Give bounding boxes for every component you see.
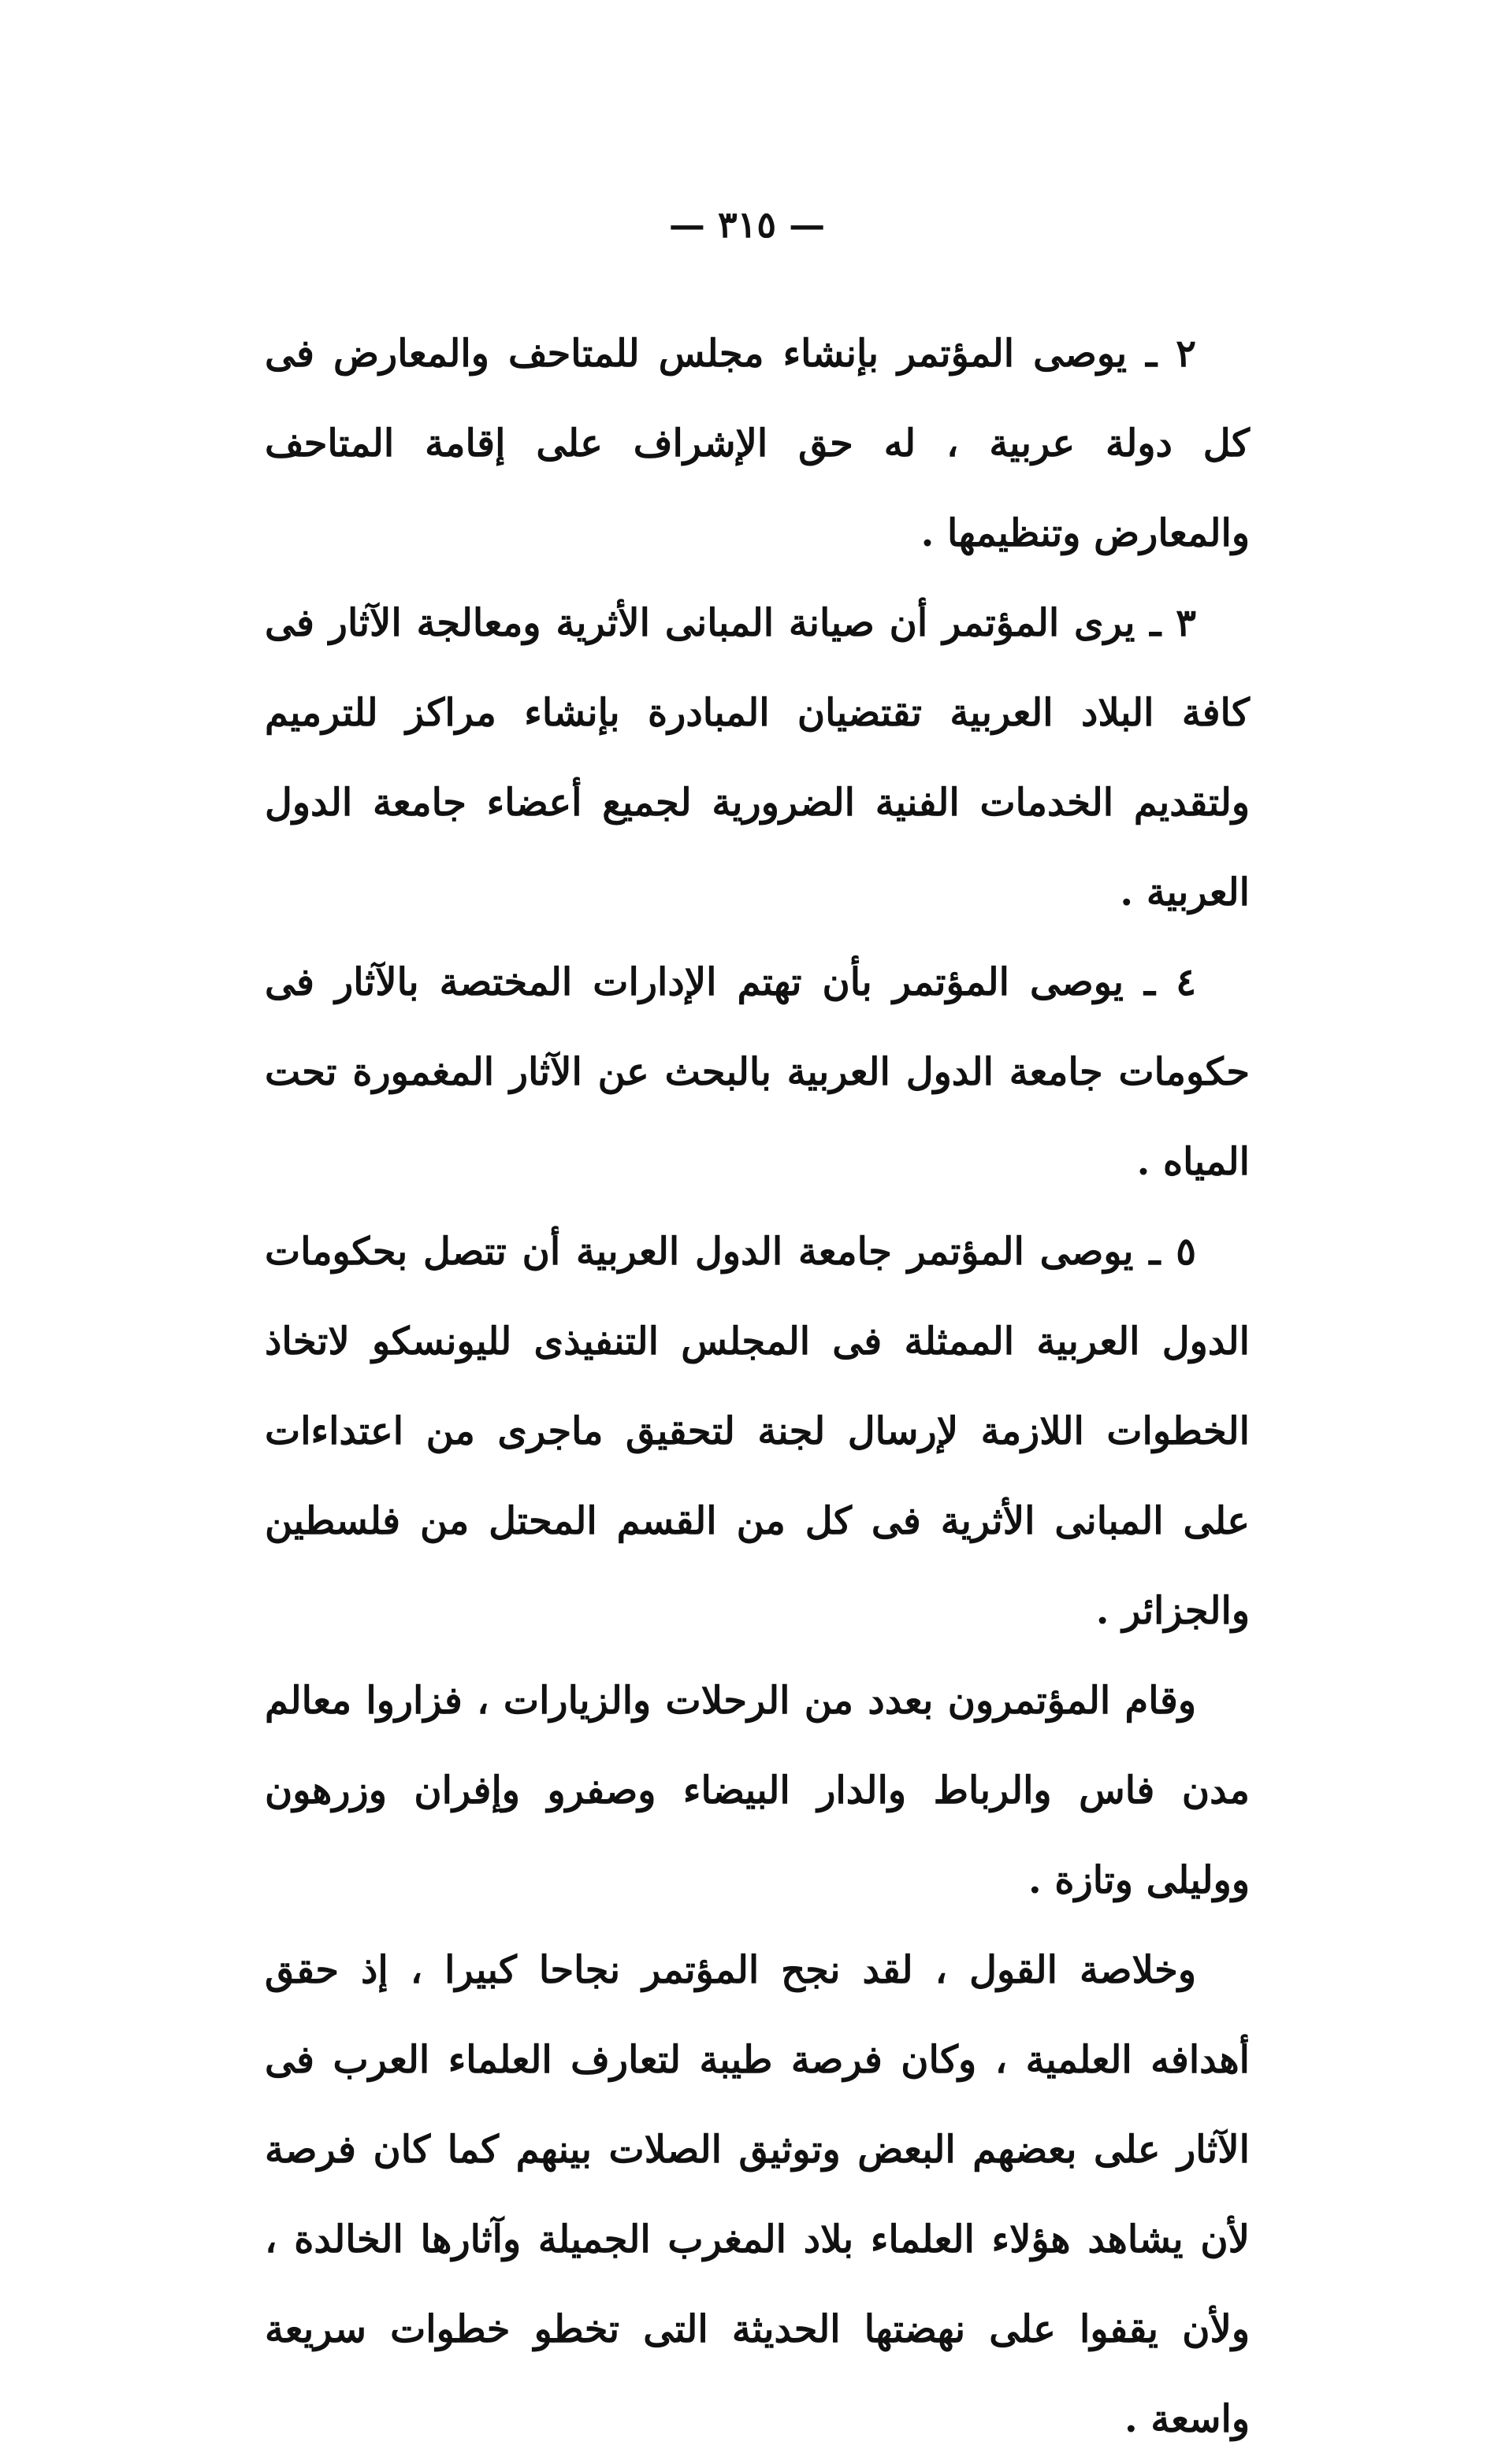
conclusion-paragraph: وخلاصة القول ، لقد نجح المؤتمر نجاحا كبيرا ، إذ حقق أهدافه العلمية ، وكان فرصة طيبة لتعارف العلماء العرب فى الآثار على بعضهم البعض وتوثيق الصلات بينهم كما كان فرصة لأن يشاهد هؤلاء العلماء بلاد المغرب الجميلة وآثارها الخالدة ، ولأن يقفوا على نهضتها الحديثة التى تخطو خطوات سريعة واسعة . [265,1948,1251,2441]
page-number: — ٣١٥ — [668,203,826,246]
trips-paragraph: وقام المؤتمرون بعدد من الرحلات والزيارات ، فزاروا معالم مدن فاس والرباط والدار البيضاء وصفرو وإفران وزرهون ووليلى وتازة . [265,1679,1250,1902]
recommendation-3: ٣ ـ يرى المؤتمر أن صيانة المبانى الأثرية ومعالجة الآثار فى كافة البلاد العربية تقتضيان المبادرة بإنشاء مراكز للترميم ولتقديم الخدمات الفنية الضرورية لجميع أعضاء جامعة الدول العربية . [265,601,1250,915]
body-text [265,309,1250,2464]
recommendation-2: ٢ ـ يوصى المؤتمر بإنشاء مجلس للمتاحف والمعارض فى كل دولة عربية ، له حق الإشراف على إقامة المتاحف والمعارض وتنظيمها . [265,332,1250,555]
recommendation-4: ٤ ـ يوصى المؤتمر بأن تهتم الإدارات المختصة بالآثار فى حكومات جامعة الدول العربية بالبحث عن الآثار المغمورة تحت المياه . [265,960,1250,1184]
recommendation-5: ٥ ـ يوصى المؤتمر جامعة الدول العربية أن تتصل بحكومات الدول العربية الممثلة فى المجلس التنفيذى لليونسكو لاتخاذ الخطوات اللازمة لإرسال لجنة لتحقيق ماجرى من اعتداءات على المبانى الأثرية فى كل من القسم المحتل من فلسطين والجزائر . [265,1230,1251,1633]
